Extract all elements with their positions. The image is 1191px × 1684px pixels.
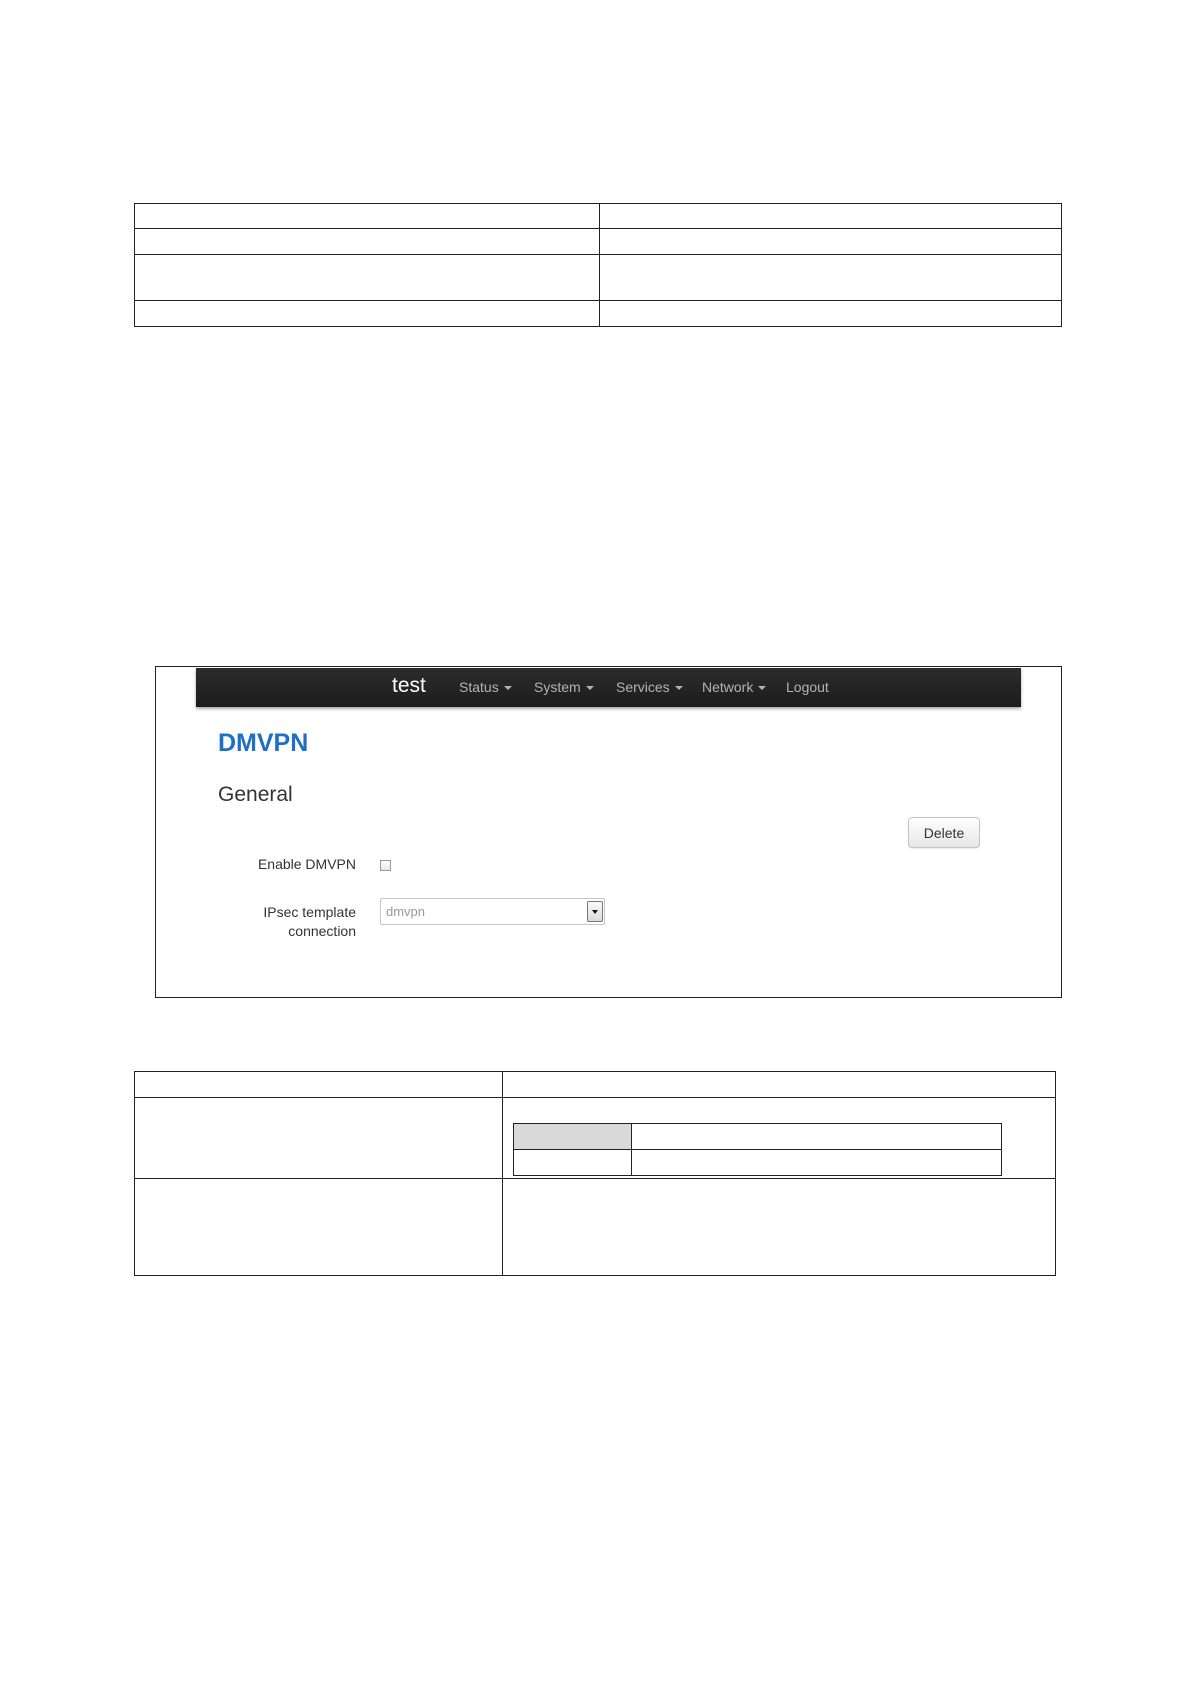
- nested-table-cell: [514, 1150, 632, 1176]
- table-cell: [503, 1179, 1056, 1276]
- nested-table-cell: [514, 1124, 632, 1150]
- nav-logout[interactable]: Logout: [786, 679, 829, 695]
- table-cell: [600, 301, 1062, 327]
- caret-down-icon: [758, 686, 766, 690]
- table-cell: [135, 255, 600, 301]
- nav-system-label: System: [534, 679, 581, 695]
- nav-system[interactable]: [534, 679, 594, 695]
- dropdown-button[interactable]: [587, 901, 603, 922]
- nav-network-label: Network: [702, 679, 754, 695]
- table-cell: [135, 204, 600, 229]
- enable-dmvpn-checkbox[interactable]: [380, 860, 391, 871]
- table-cell: [600, 255, 1062, 301]
- nested-table-cell: [632, 1124, 1002, 1150]
- nav-network[interactable]: [702, 679, 766, 695]
- nested-table-cell: [632, 1150, 1002, 1176]
- chevron-down-icon: [592, 910, 598, 914]
- ipsec-template-select[interactable]: [380, 898, 605, 925]
- ipsec-template-value: dmvpn: [386, 904, 426, 919]
- nav-status-label: Status: [459, 679, 499, 695]
- page-title: DMVPN: [218, 729, 309, 757]
- nav-status[interactable]: [459, 679, 512, 695]
- table-cell: [600, 229, 1062, 255]
- table-cell: [600, 204, 1062, 229]
- table-cell: [135, 1072, 503, 1098]
- caret-down-icon: [504, 686, 512, 690]
- table-cell: [135, 1098, 503, 1179]
- parameter-table-top: [134, 203, 1062, 327]
- enable-dmvpn-label: Enable DMVPN: [257, 856, 356, 872]
- table-cell: [503, 1072, 1056, 1098]
- parameter-table-bottom: [134, 1071, 1056, 1276]
- table-cell: [135, 1179, 503, 1276]
- delete-button[interactable]: Delete: [908, 817, 980, 848]
- caret-down-icon: [586, 686, 594, 690]
- table-cell: [135, 229, 600, 255]
- dmvpn-screenshot: [155, 666, 1062, 998]
- nav-services[interactable]: [616, 679, 683, 695]
- table-cell: [503, 1098, 1056, 1179]
- table-cell: [135, 301, 600, 327]
- section-title: General: [218, 783, 293, 806]
- top-navbar: [196, 668, 1021, 707]
- nav-services-label: Services: [616, 679, 670, 695]
- caret-down-icon: [675, 686, 683, 690]
- ipsec-template-label: IPsec template connection: [263, 904, 356, 939]
- nested-table: [513, 1123, 1002, 1176]
- brand-name[interactable]: test: [392, 674, 426, 697]
